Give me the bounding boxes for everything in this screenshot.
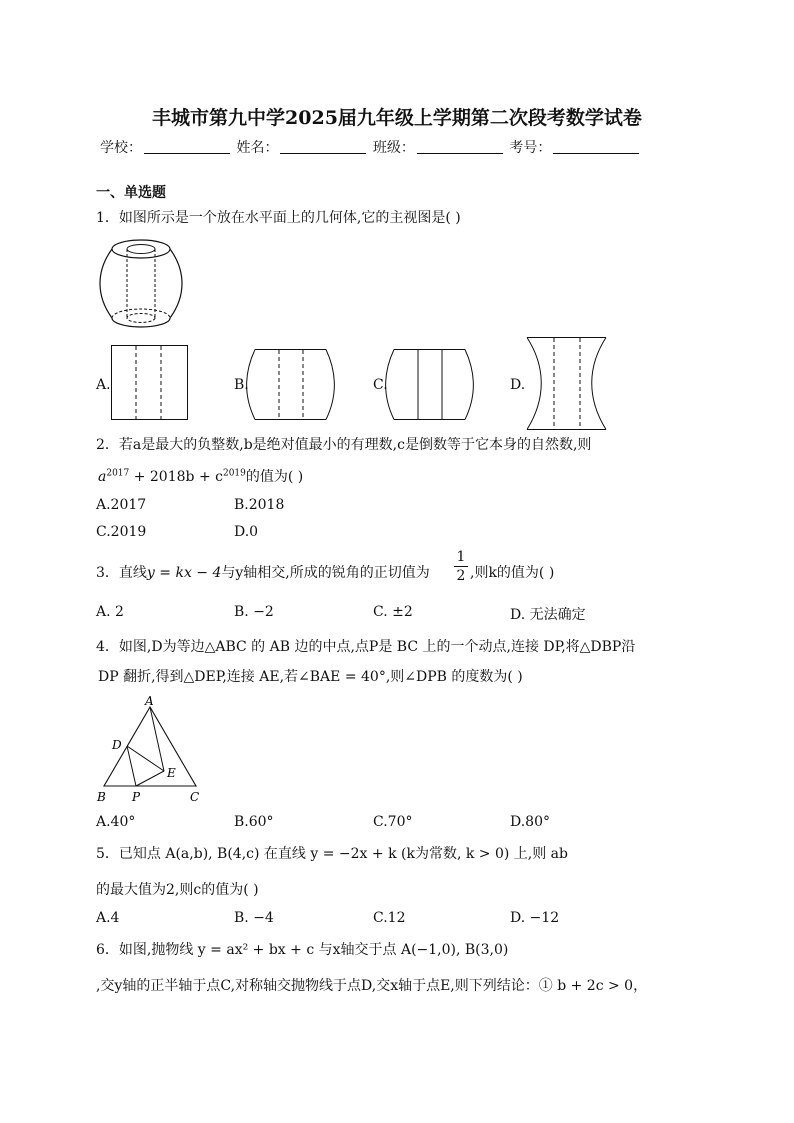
q4-label-a: A: [145, 694, 154, 708]
exam-number-label: 考号：: [509, 140, 552, 156]
q2-stem: 2．若a是最大的负整数,b是绝对值最小的有理数,c是倒数等于它本身的自然数,则: [96, 437, 592, 453]
q3-fraction: [454, 549, 468, 584]
class-label: 班级：: [372, 140, 415, 156]
q3-fraction-denominator: 2: [456, 568, 466, 584]
class-field[interactable]: [417, 139, 503, 154]
q1-option-c-figure: [386, 349, 476, 421]
q3-option-b[interactable]: B. −2: [234, 604, 274, 620]
q3-stem-mid: 与y轴相交,所成的锐角的正切值为: [221, 565, 430, 581]
q3-option-a[interactable]: A. 2: [96, 604, 124, 620]
q5-option-c[interactable]: C.12: [373, 910, 406, 926]
q1-option-b-label[interactable]: B.: [234, 377, 249, 393]
q4-option-d[interactable]: D.80°: [510, 814, 550, 830]
q4-label-d: D: [112, 738, 122, 752]
q3-stem-post: ,则k的值为( ): [470, 565, 555, 581]
q5-option-d[interactable]: D. −12: [510, 910, 560, 926]
q3-stem: [96, 562, 430, 582]
q2-expr-tail: 的值为( ): [245, 469, 304, 485]
q5-option-a[interactable]: A.4: [96, 910, 120, 926]
q1-solid-figure: [94, 236, 194, 330]
school-label: 学校：: [100, 140, 142, 156]
q1-option-c-label[interactable]: C.: [373, 377, 388, 393]
exam-number-field[interactable]: [553, 139, 639, 154]
q3-option-c[interactable]: C. ±2: [373, 604, 413, 620]
q4-stem-line2: DP 翻折,得到△DEP,连接 AE,若∠BAE = 40°,则∠DPB 的度数为( ): [98, 669, 523, 685]
q4-label-c: C: [190, 790, 200, 804]
q2-option-d[interactable]: D.0: [234, 524, 259, 540]
name-field[interactable]: [280, 139, 366, 154]
q2-expr-exp2: 2019: [222, 468, 246, 479]
q4-triangle-figure: [94, 694, 214, 806]
q4-label-e: E: [167, 766, 176, 780]
q6-stem-line2: ,交y轴的正半轴于点C,对称轴交抛物线于点D,交x轴于点E,则下列结论：① b + 2c > 0，: [96, 978, 648, 994]
q5-option-b[interactable]: B. −4: [234, 910, 274, 926]
q4-label-b: B: [97, 790, 106, 804]
section-heading: 一、单选题: [96, 185, 166, 201]
q1-option-d-label[interactable]: D.: [510, 377, 526, 393]
school-field[interactable]: [144, 139, 230, 154]
q5-stem-line2: 的最大值为2,则c的值为( ): [96, 882, 259, 898]
q4-option-b[interactable]: B.60°: [234, 814, 274, 830]
q2-expression: [98, 466, 303, 486]
q3-option-d[interactable]: D. 无法确定: [510, 607, 586, 623]
q6-stem-line1: 6．如图,抛物线 y = ax² + bx + c 与x轴交于点 A(−1,0), B(3,0): [96, 942, 509, 958]
q3-fraction-numerator: 1: [456, 549, 466, 565]
q5-stem-line1: 5．已知点 A(a,b), B(4,c) 在直线 y = −2x + k (k为常数, k > 0) 上,则 ab: [96, 846, 568, 862]
q1-option-a-figure: [111, 345, 191, 421]
name-label: 姓名：: [236, 140, 279, 156]
q1-option-b-figure: [247, 349, 337, 421]
q2-expr-mid: + 2018b + c: [129, 469, 223, 485]
student-info-row: [100, 137, 641, 157]
q2-expr-base: a: [98, 469, 107, 485]
q2-option-b[interactable]: B.2018: [234, 497, 285, 513]
q1-option-a-label[interactable]: A.: [96, 377, 111, 393]
q2-option-a[interactable]: A.2017: [96, 497, 147, 513]
q2-expr-exp1: 2017: [106, 468, 130, 479]
q4-option-c[interactable]: C.70°: [373, 814, 413, 830]
page-title: 丰城市第九中学2025届九年级上学期第二次段考数学试卷: [152, 107, 642, 129]
q1-stem: 1．如图所示是一个放在水平面上的几何体,它的主视图是( ): [96, 210, 461, 226]
q3-stem-pre: 3．直线: [96, 565, 147, 581]
q4-stem-line1: 4．如图,D为等边△ABC 的 AB 边的中点,点P是 BC 上的一个动点,连接 DP,将△DBP沿: [96, 639, 636, 655]
q4-option-a[interactable]: A.40°: [96, 814, 136, 830]
q1-option-d-figure: [526, 337, 610, 431]
q2-option-c[interactable]: C.2019: [96, 524, 147, 540]
q4-label-p: P: [132, 790, 141, 804]
q3-equation: y = kx − 4: [146, 565, 222, 581]
